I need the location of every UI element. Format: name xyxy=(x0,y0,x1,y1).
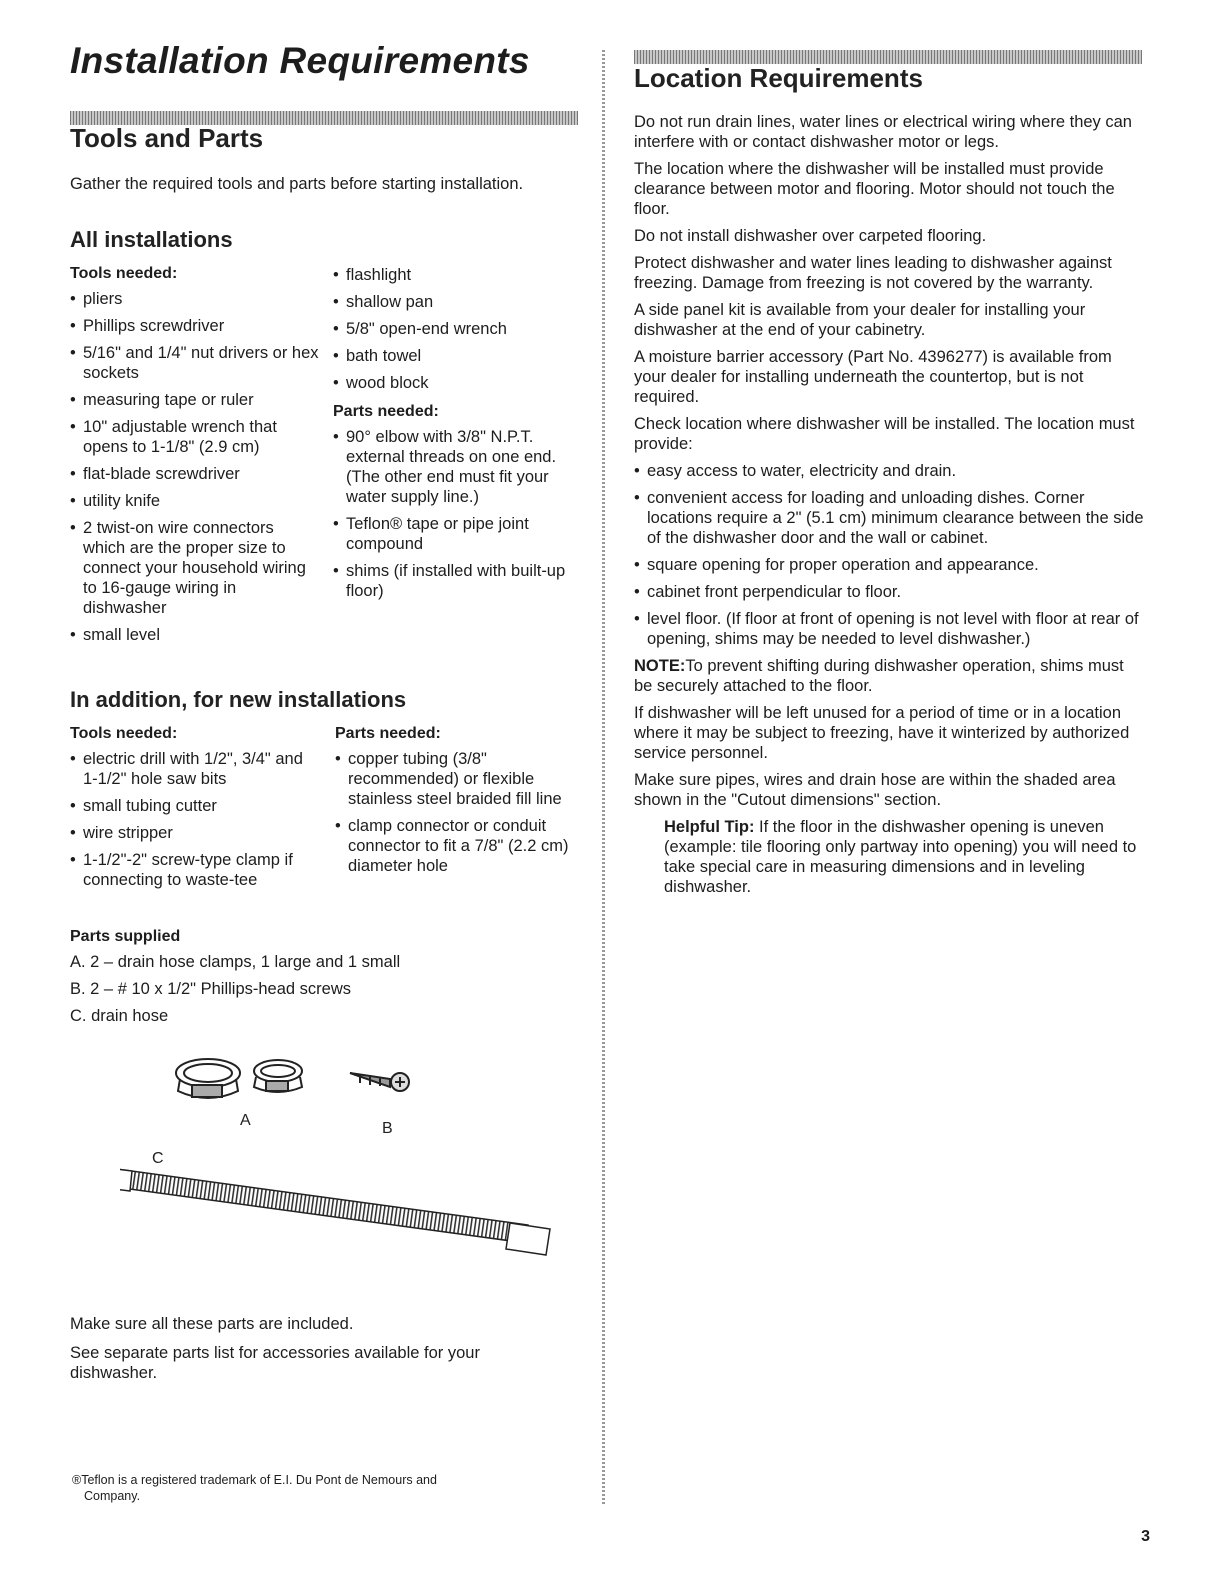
list-item: • flat-blade screwdriver xyxy=(70,464,320,484)
new-parts xyxy=(335,725,580,883)
parts-needed-label: Parts needed: xyxy=(333,403,439,420)
closing-notes xyxy=(70,1314,550,1390)
list-item: • copper tubing (3/8" recommended) or flexible stainless steel braided fill line xyxy=(335,749,580,809)
list-item: • pliers xyxy=(70,289,320,309)
location-paragraph: Protect dishwasher and water lines leading to dishwasher against freezing. Damage from freezing is not covered by the warranty. xyxy=(634,254,1112,292)
parts-supplied-item: A. 2 – drain hose clamps, 1 large and 1 small xyxy=(70,953,401,971)
parts-supplied xyxy=(70,928,570,1033)
list-item: • easy access to water, electricity and drain. xyxy=(634,461,1146,481)
page-title: Installation Requirements xyxy=(70,40,530,81)
list-item: • 1-1/2"-2" screw-type clamp if connecting to waste-tee xyxy=(70,850,320,890)
location-paragraph: Check location where dishwasher will be installed. The location must provide: xyxy=(634,415,1135,453)
all-installations-heading: All installations xyxy=(70,227,233,252)
list-item: • bath towel xyxy=(333,346,573,366)
closing-note: Make sure all these parts are included. xyxy=(70,1315,354,1333)
list-item: • electric drill with 1/2", 3/4" and 1-1/2" hole saw bits xyxy=(70,749,320,789)
all-tools-right xyxy=(333,265,573,608)
list-item: • flashlight xyxy=(333,265,573,285)
list-item: • wire stripper xyxy=(70,823,320,843)
list-item: • Teflon® tape or pipe joint compound xyxy=(333,514,573,554)
list-item: • cabinet front perpendicular to floor. xyxy=(634,582,1146,602)
location-paragraph: A moisture barrier accessory (Part No. 4396277) is available from your dealer for installing underneath the countertop, but is not required. xyxy=(634,348,1112,406)
location-paragraph: If dishwasher will be left unused for a period of time or in a location where it may be subject to freezing, have it winterized by authorized service personnel. xyxy=(634,704,1130,762)
location-paragraph: The location where the dishwasher will be installed must provide clearance between motor and flooring. Motor should not touch the floor. xyxy=(634,160,1115,218)
section-bar xyxy=(634,50,1142,64)
list-item: • square opening for proper operation and appearance. xyxy=(634,555,1146,575)
footnote-line: ®Teflon is a registered trademark of E.I. Du Pont de Nemours and xyxy=(72,1473,437,1487)
list-item: • 2 twist-on wire connectors which are the proper size to connect your household wiring to 16-gauge wiring in dishwasher xyxy=(70,518,320,618)
parts-needed-label: Parts needed: xyxy=(335,725,441,742)
tools-list-continued xyxy=(333,265,573,393)
new-installations-heading: In addition, for new installations xyxy=(70,687,407,712)
helpful-tip xyxy=(664,817,1146,897)
closing-note: See separate parts list for accessories available for your dishwasher. xyxy=(70,1344,480,1382)
footnote xyxy=(72,1472,542,1504)
list-item: • clamp connector or conduit connector to fit a 7/8" (2.2 cm) diameter hole xyxy=(335,816,580,876)
list-item: • Phillips screwdriver xyxy=(70,316,320,336)
parts-supplied-item: C. drain hose xyxy=(70,1007,169,1025)
label-a: A xyxy=(240,1112,251,1129)
tools-list xyxy=(70,749,320,890)
note-text: To prevent shifting during dishwasher operation, shims must be securely attached to the floor. xyxy=(634,657,1124,695)
list-item: • convenient access for loading and unloading dishes. Corner locations require a 2" (5.1 cm) minimum clearance between the side of the dishwasher door and the wall or cabinet. xyxy=(634,488,1146,548)
list-item: • shims (if installed with built-up floor) xyxy=(333,561,573,601)
screw-image xyxy=(350,1073,409,1091)
label-c: C xyxy=(152,1150,164,1167)
location-paragraph: A side panel kit is available from your dealer for installing your dishwasher at the end of your cabinetry. xyxy=(634,301,1086,339)
parts-list xyxy=(333,427,573,601)
location-paragraph: Do not install dishwasher over carpeted flooring. xyxy=(634,227,987,245)
list-item: • level floor. (If floor at front of opening is not level with floor at rear of opening, shims may be needed to level dishwasher.) xyxy=(634,609,1146,649)
parts-illustration xyxy=(120,1045,580,1260)
list-item: • small level xyxy=(70,625,320,645)
all-tools-left xyxy=(70,265,320,652)
tools-list xyxy=(70,289,320,645)
column-divider xyxy=(602,50,605,1505)
list-item: • small tubing cutter xyxy=(70,796,320,816)
list-item: • shallow pan xyxy=(333,292,573,312)
parts-list xyxy=(335,749,580,876)
list-item: • wood block xyxy=(333,373,573,393)
tools-needed-label: Tools needed: xyxy=(70,265,178,282)
location-requirements-heading: Location Requirements xyxy=(634,63,923,93)
location-body xyxy=(634,112,1146,904)
location-requirements-list xyxy=(634,461,1146,649)
label-b: B xyxy=(382,1120,393,1137)
list-item: • measuring tape or ruler xyxy=(70,390,320,410)
list-item: • utility knife xyxy=(70,491,320,511)
note-paragraph xyxy=(634,656,1146,696)
tools-needed-label: Tools needed: xyxy=(70,725,178,742)
tip-text: If the floor in the dishwasher opening is uneven (example: tile flooring only partway into opening) you will need to take special care in measuring dimensions and in leveling dishwasher. xyxy=(664,818,1137,896)
tools-intro: Gather the required tools and parts before starting installation. xyxy=(70,175,524,193)
hose-clamps-image xyxy=(176,1059,302,1098)
page-number: 3 xyxy=(1141,1528,1150,1545)
drain-hose-image xyxy=(120,1167,550,1255)
parts-supplied-item: B. 2 – # 10 x 1/2" Phillips-head screws xyxy=(70,980,351,998)
list-item: • 5/8" open-end wrench xyxy=(333,319,573,339)
new-tools xyxy=(70,725,320,897)
list-item: • 10" adjustable wrench that opens to 1-1/8" (2.9 cm) xyxy=(70,417,320,457)
location-paragraph: Make sure pipes, wires and drain hose are within the shaded area shown in the "Cutout dimensions" section. xyxy=(634,771,1116,809)
note-label: NOTE: xyxy=(634,657,686,675)
parts-supplied-label: Parts supplied xyxy=(70,928,181,945)
footnote-line: Company. xyxy=(84,1489,141,1503)
location-paragraph: Do not run drain lines, water lines or electrical wiring where they can interfere with or contact dishwasher motor or legs. xyxy=(634,113,1132,151)
list-item: • 90° elbow with 3/8" N.P.T. external threads on one end. (The other end must fit your water supply line.) xyxy=(333,427,573,507)
list-item: • 5/16" and 1/4" nut drivers or hex sockets xyxy=(70,343,320,383)
tools-and-parts-heading: Tools and Parts xyxy=(70,123,264,153)
tip-label: Helpful Tip: xyxy=(664,818,755,836)
